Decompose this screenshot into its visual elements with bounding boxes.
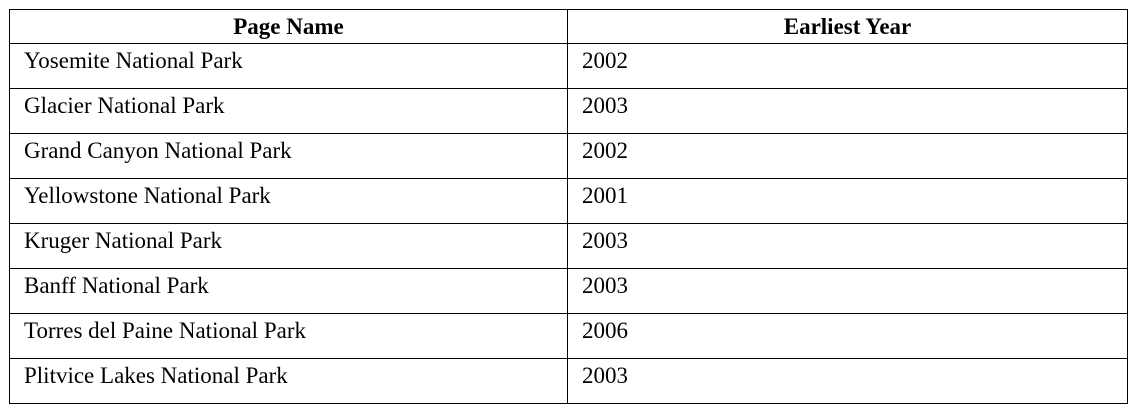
table-row xyxy=(10,269,1128,314)
cell-page-name: Glacier National Park xyxy=(10,89,568,134)
cell-page-name: Grand Canyon National Park xyxy=(10,134,568,179)
table-row xyxy=(10,224,1128,269)
cell-earliest-year: 2003 xyxy=(568,224,1128,269)
table-row xyxy=(10,314,1128,359)
cell-page-name: Torres del Paine National Park xyxy=(10,314,568,359)
cell-page-name: Kruger National Park xyxy=(10,224,568,269)
cell-earliest-year: 2006 xyxy=(568,314,1128,359)
cell-page-name: Plitvice Lakes National Park xyxy=(10,359,568,404)
table-row xyxy=(10,44,1128,89)
parks-table xyxy=(9,9,1128,404)
cell-earliest-year: 2002 xyxy=(568,44,1128,89)
cell-earliest-year: 2002 xyxy=(568,134,1128,179)
table-header-row xyxy=(10,10,1128,44)
header-earliest-year: Earliest Year xyxy=(568,10,1128,44)
table-row xyxy=(10,179,1128,224)
cell-page-name: Yosemite National Park xyxy=(10,44,568,89)
header-page-name: Page Name xyxy=(10,10,568,44)
table-row xyxy=(10,89,1128,134)
table-row xyxy=(10,359,1128,404)
cell-earliest-year: 2003 xyxy=(568,359,1128,404)
cell-earliest-year: 2003 xyxy=(568,89,1128,134)
table-row xyxy=(10,134,1128,179)
cell-page-name: Yellowstone National Park xyxy=(10,179,568,224)
cell-earliest-year: 2003 xyxy=(568,269,1128,314)
cell-earliest-year: 2001 xyxy=(568,179,1128,224)
parks-table-container xyxy=(9,9,1128,404)
cell-page-name: Banff National Park xyxy=(10,269,568,314)
